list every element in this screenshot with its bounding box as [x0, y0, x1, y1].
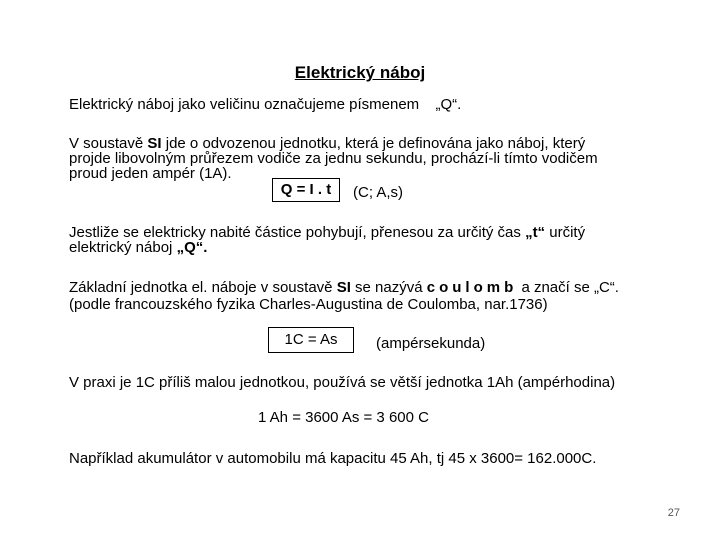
si-label-2: SI [336, 279, 351, 296]
charge-symbol-2: „Q“. [176, 239, 208, 256]
definition-pre: V soustavě [69, 135, 144, 152]
page-number: 27 [667, 507, 680, 519]
charge-formula-box: Q = I . t [272, 178, 340, 202]
definition-rest: jde o odvozenou jednotku, která je definována jako náboj, který [165, 135, 586, 152]
particles-line2-pre: elektrický náboj [69, 239, 173, 256]
si-label: SI [147, 135, 162, 152]
particles-line-2 [69, 240, 207, 255]
charge-formula-units: (C; A,s) [353, 184, 404, 201]
unit-pre: Základní jednotka el. náboje v soustavě [69, 279, 333, 296]
example-line: Například akumulátor v automobilu má kapacitu 45 Ah, tj 45 x 3600= 162.000C. [69, 450, 597, 467]
time-symbol: „t“ [525, 224, 546, 241]
practice-line: V praxi je 1C příliš malou jednotkou, používá se větší jednotka 1Ah (ampérhodina) [69, 374, 616, 391]
unit-post: a značí se „C“. [521, 279, 619, 296]
particles-post: určitý [549, 224, 586, 241]
definition-line-2: projde libovolným průřezem vodiče za jednu sekundu, prochází-li tímto vodičem [69, 150, 598, 167]
particles-pre: Jestliže se elektricky nabité částice pohybují, přenesou za určitý čas [69, 224, 521, 241]
coulomb-word: coulomb [426, 279, 518, 296]
particles-line-1 [69, 225, 585, 240]
coulomb-formula-label: (ampérsekunda) [376, 335, 486, 352]
amp-hour-formula: 1 Ah = 3600 As = 3 600 C [258, 409, 429, 426]
unit-mid: se nazývá [355, 279, 423, 296]
definition-line-1 [69, 136, 585, 151]
coulomb-formula-box: 1C = As [268, 327, 354, 353]
charge-symbol: „Q“. [435, 96, 462, 113]
unit-line-1 [69, 280, 619, 295]
intro-paragraph [69, 97, 461, 112]
intro-text: Elektrický náboj jako veličinu označujeme písmenem [69, 96, 420, 113]
definition-line-3: proud jeden ampér (1A). [69, 165, 232, 182]
unit-line-2: (podle francouzského fyzika Charles-Augustina de Coulomba, nar.1736) [69, 296, 548, 313]
page-title: Elektrický náboj [294, 63, 426, 82]
